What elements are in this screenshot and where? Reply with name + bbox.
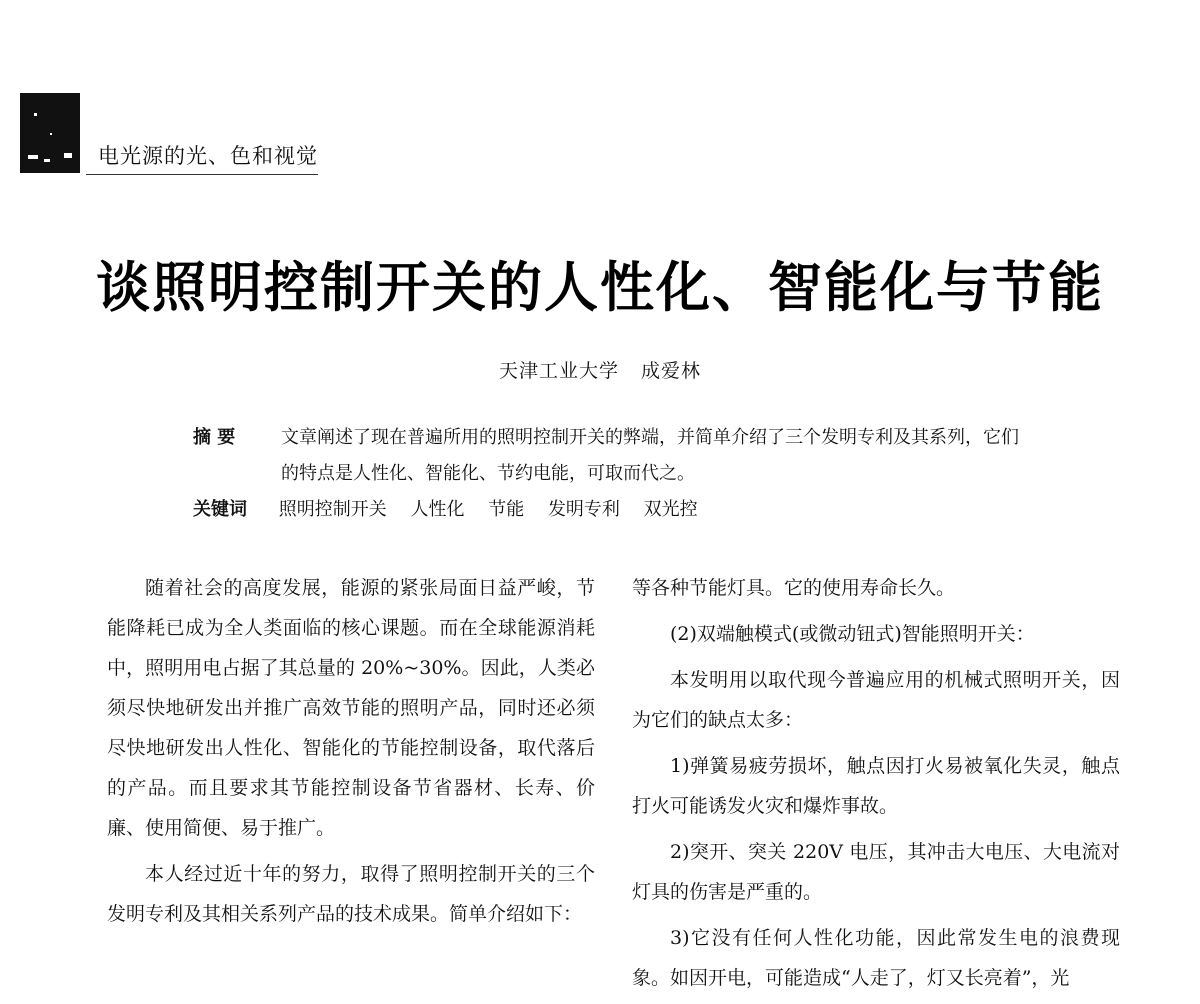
author-line: [0, 356, 1200, 383]
affiliation: 天津工业大学: [498, 360, 619, 382]
keyword: 人性化: [410, 499, 465, 520]
keywords: [193, 492, 1033, 528]
keyword: 节能: [488, 499, 525, 520]
body-paragraph: 等各种节能灯具。它的使用寿命长久。: [632, 577, 956, 599]
body-paragraph: 3)它没有任何人性化功能，因此常发生电的浪费现象。如因开电，可能造成“人走了，灯又长亮着”，光: [632, 927, 1120, 989]
keyword: 照明控制开关: [278, 499, 387, 520]
keywords-label: 关键词: [193, 499, 247, 520]
body-paragraph: 随着社会的高度发展，能源的紧张局面日益严峻，节能降耗已成为全人类面临的核心课题。而在全球能源消耗中，照明用电占据了其总量的 20%~30%。因此，人类必须尽快地研发出并推广高效节能的照明产品，同时还必须尽快地研发出人性化、智能化的节能控制设备，取代落后的产品。而且要求其节能控制设备节省器材、长寿、价廉、使用简便、易于推广。: [107, 577, 595, 839]
body-paragraph: 2)突开、突关 220V 电压，其冲击大电压、大电流对灯具的伤害是严重的。: [632, 841, 1120, 903]
abstract: [193, 420, 1033, 492]
body-paragraph: 1)弹簧易疲劳损坏，触点因打火易被氧化失灵，触点打火可能诱发火灾和爆炸事故。: [632, 755, 1120, 817]
header-divider: [86, 174, 318, 175]
keyword: 发明专利: [547, 499, 620, 520]
keyword: 双光控: [643, 499, 698, 520]
article-title: 谈照明控制开关的人性化、智能化与节能: [96, 256, 1104, 319]
body-paragraph: 本发明用以取代现今普遍应用的机械式照明开关，因为它们的缺点太多：: [632, 669, 1120, 731]
section-corner-mark: [20, 93, 80, 173]
abstract-label: 摘 要: [193, 427, 236, 448]
body-column-left: [107, 568, 595, 940]
section-header: 电光源的光、色和视觉: [98, 144, 318, 168]
abstract-text: 文章阐述了现在普遍所用的照明控制开关的弊端，并简单介绍了三个发明专利及其系列，它们的特点是人性化、智能化、节约电能，可取而代之。: [281, 427, 1019, 484]
body-paragraph: (2)双端触模式(或微动钮式)智能照明开关：: [670, 623, 1035, 645]
body-paragraph: 本人经过近十年的努力，取得了照明控制开关的三个发明专利及其相关系列产品的技术成果。简单介绍如下：: [107, 863, 595, 925]
body-column-right: [632, 568, 1120, 1004]
author-name: 成爱林: [641, 360, 702, 382]
